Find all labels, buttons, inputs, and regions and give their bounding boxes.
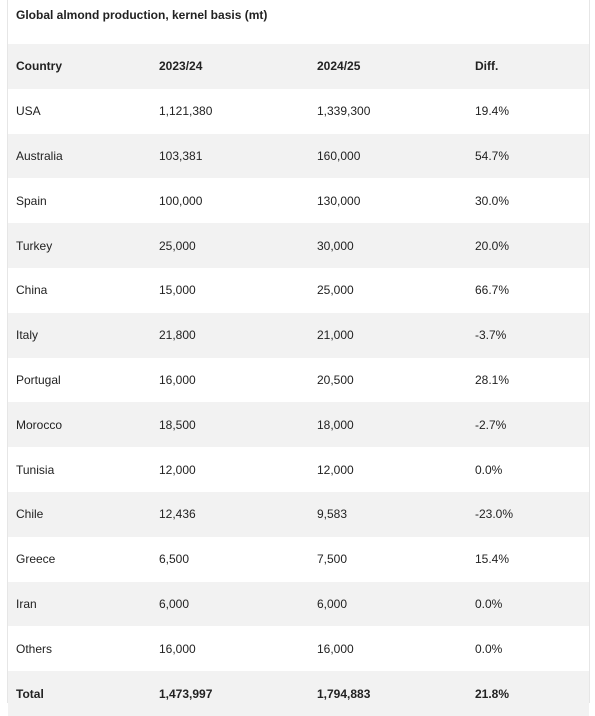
cell-2024-25: 1,794,883 [317,686,371,701]
table-row [8,358,589,403]
table-row [8,626,589,671]
cell-2024-25: 130,000 [317,193,361,208]
cell-diff: 54.7% [475,148,510,163]
column-header-2023-24: 2023/24 [159,59,203,74]
table-row [8,178,589,223]
table-row [8,223,589,268]
cell-diff: 21.8% [475,686,510,701]
cell-2023-24: 21,800 [159,328,196,343]
cell-country: Spain [16,193,47,208]
cell-diff: 0.0% [475,641,503,656]
table-row [8,447,589,492]
cell-2023-24: 103,381 [159,148,203,163]
cell-2024-25: 160,000 [317,148,361,163]
table-row [8,313,589,358]
cell-diff: 15.4% [475,552,510,567]
cell-2023-24: 1,121,380 [159,104,213,119]
cell-2023-24: 12,000 [159,462,196,477]
cell-country: China [16,283,48,298]
cell-2024-25: 25,000 [317,283,354,298]
column-header-diff: Diff. [475,59,499,74]
cell-2023-24: 16,000 [159,641,196,656]
cell-2023-24: 16,000 [159,372,196,387]
column-header-2024-25: 2024/25 [317,59,361,74]
cell-country: Tunisia [16,462,55,477]
cell-country: Chile [16,507,44,522]
cell-2023-24: 6,500 [159,552,190,567]
cell-2024-25: 6,000 [317,596,348,611]
cell-country: Total [16,686,44,701]
table-row [8,402,589,447]
header-row [8,44,589,89]
total-row [8,671,589,716]
cell-country: Australia [16,148,63,163]
table-row [8,492,589,537]
cell-diff: 19.4% [475,104,510,119]
cell-country: Portugal [16,372,61,387]
cell-country: Turkey [16,238,53,253]
cell-diff: 30.0% [475,193,510,208]
cell-country: Italy [16,328,39,343]
cell-2024-25: 7,500 [317,552,348,567]
cell-diff: 0.0% [475,462,503,477]
cell-2024-25: 9,583 [317,507,348,522]
column-header-country: Country [16,59,62,74]
cell-diff: 20.0% [475,238,510,253]
cell-2023-24: 15,000 [159,283,196,298]
cell-country: Iran [16,596,37,611]
cell-diff: -2.7% [475,417,507,432]
cell-2023-24: 1,473,997 [159,686,213,701]
cell-2023-24: 6,000 [159,596,190,611]
cell-diff: -23.0% [475,507,514,522]
table-row [8,89,589,134]
cell-2024-25: 18,000 [317,417,354,432]
cell-2023-24: 18,500 [159,417,196,432]
almond-production-table [8,44,589,716]
table-container [7,0,590,703]
cell-diff: 0.0% [475,596,503,611]
cell-2024-25: 30,000 [317,238,354,253]
cell-2023-24: 12,436 [159,507,196,522]
cell-2024-25: 12,000 [317,462,354,477]
cell-diff: 28.1% [475,372,510,387]
cell-country: Others [16,641,53,656]
cell-2024-25: 21,000 [317,328,354,343]
cell-diff: -3.7% [475,328,507,343]
cell-2023-24: 25,000 [159,238,196,253]
cell-country: USA [16,104,41,119]
table-row [8,537,589,582]
cell-2024-25: 1,339,300 [317,104,371,119]
cell-country: Greece [16,552,56,567]
table-title: Global almond production, kernel basis (mt) [16,8,268,22]
cell-2023-24: 100,000 [159,193,203,208]
table-row [8,134,589,179]
cell-2024-25: 16,000 [317,641,354,656]
cell-2024-25: 20,500 [317,372,354,387]
cell-country: Morocco [16,417,63,432]
table-row [8,582,589,627]
cell-diff: 66.7% [475,283,510,298]
table-row [8,268,589,313]
